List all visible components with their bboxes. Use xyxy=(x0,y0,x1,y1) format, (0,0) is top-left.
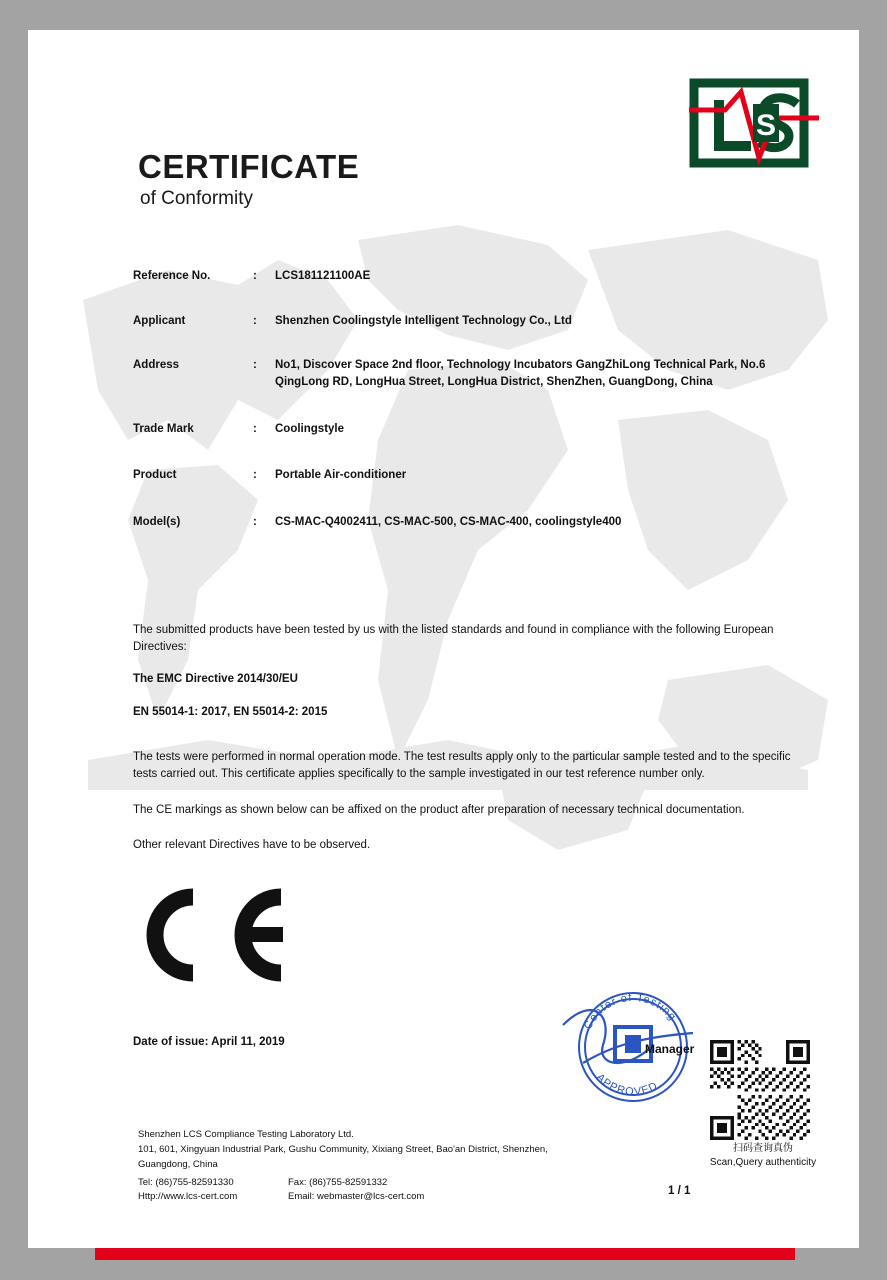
ce-marking-paragraph: The CE markings as shown below can be affixed on the product after preparation of necessary technical documentation. xyxy=(133,803,745,816)
test-conditions-paragraph: The tests were performed in normal operation mode. The test results apply only to the particular sample tested and to the specific tests carried out. This certificate applies specifically to the sample investigated in our test reference number only. xyxy=(133,751,791,781)
field-label: Reference No. xyxy=(133,270,211,282)
field-colon: : xyxy=(253,270,257,282)
other-directives-paragraph: Other relevant Directives have to be observed. xyxy=(133,838,371,851)
qr-caption-english: Scan,Query authenticity xyxy=(709,1156,817,1168)
field-row-applicant xyxy=(133,313,793,330)
field-row-product xyxy=(133,467,793,484)
field-colon: : xyxy=(253,359,257,372)
qr-caption xyxy=(683,1142,843,1169)
paper-surface xyxy=(28,30,859,1248)
field-value: LCS181121100AE xyxy=(275,270,371,282)
field-value: No1, Discover Space 2nd floor, Technology Incubators GangZhiLong Technical Park, No.6 QingLong RD, LongHua Street, LongHua District, ShenZhen, GuangDong, China xyxy=(275,359,766,389)
certificate-fields xyxy=(133,268,793,559)
field-label: Trade Mark xyxy=(133,422,194,435)
page-number: 1 / 1 xyxy=(668,1185,691,1197)
svg-text:Manager: Manager xyxy=(645,1042,695,1056)
qr-code-icon xyxy=(710,1040,810,1140)
footer-fax: Fax: (86)755-82591332 xyxy=(288,1176,388,1188)
compliance-statement-block xyxy=(133,622,793,868)
field-value: Coolingstyle xyxy=(275,422,345,435)
footer-contact-row-2 xyxy=(138,1190,548,1204)
field-colon: : xyxy=(253,516,257,529)
field-colon: : xyxy=(253,422,257,435)
field-value: CS-MAC-Q4002411, CS-MAC-500, CS-MAC-400, coolingstyle400 xyxy=(275,516,622,529)
emc-directive: The EMC Directive 2014/30/EU xyxy=(133,672,298,685)
ce-mark-icon xyxy=(133,885,293,985)
compliance-intro: The submitted products have been tested by us with the listed standards and found in compliance with the following European Directives: xyxy=(133,624,774,654)
svg-text:Center of Testing: Center of Testing xyxy=(582,991,679,1032)
footer-lab-name: Shenzhen LCS Compliance Testing Laboratory Ltd. xyxy=(138,1129,354,1140)
approval-stamp xyxy=(553,975,713,1115)
footer-contact-row-1 xyxy=(138,1176,548,1190)
field-value: Portable Air-conditioner xyxy=(275,469,407,482)
field-label: Model(s) xyxy=(133,516,181,529)
footer-tel: Tel: (86)755-82591330 xyxy=(138,1176,234,1188)
field-colon: : xyxy=(253,314,257,327)
field-value: Shenzhen Coolingstyle Intelligent Technology Co., Ltd xyxy=(275,314,572,327)
footer-address-line1: 101, 601, Xingyuan Industrial Park, Gushu Community, Xixiang Street, Bao'an District, Shenzhen, xyxy=(138,1144,548,1156)
date-of-issue: Date of issue: April 11, 2019 xyxy=(133,1036,285,1048)
lcs-logo-icon xyxy=(689,78,819,168)
field-label: Product xyxy=(133,469,177,482)
field-row-reference-no xyxy=(133,268,793,285)
page-subtitle: of Conformity xyxy=(140,188,253,209)
field-row-models xyxy=(133,514,793,531)
footer-address-line2: Guangdong, China xyxy=(138,1158,218,1170)
field-row-address xyxy=(133,357,793,390)
standards-list: EN 55014-1: 2017, EN 55014-2: 2015 xyxy=(133,705,328,718)
svg-text:S: S xyxy=(755,109,777,142)
qr-caption-chinese: 扫码查询真伪 xyxy=(733,1143,793,1154)
page-title: CERTIFICATE xyxy=(138,148,360,185)
field-colon: : xyxy=(253,469,257,482)
bottom-red-bar xyxy=(95,1246,795,1260)
field-row-trade-mark xyxy=(133,421,793,438)
svg-text:APPROVED: APPROVED xyxy=(593,1071,661,1099)
footer-email[interactable]: Email: webmaster@lcs-cert.com xyxy=(288,1191,425,1202)
footer-website[interactable]: Http://www.lcs-cert.com xyxy=(138,1191,238,1202)
field-label: Address xyxy=(133,359,180,372)
footer-block xyxy=(138,1128,548,1204)
field-label: Applicant xyxy=(133,314,186,327)
